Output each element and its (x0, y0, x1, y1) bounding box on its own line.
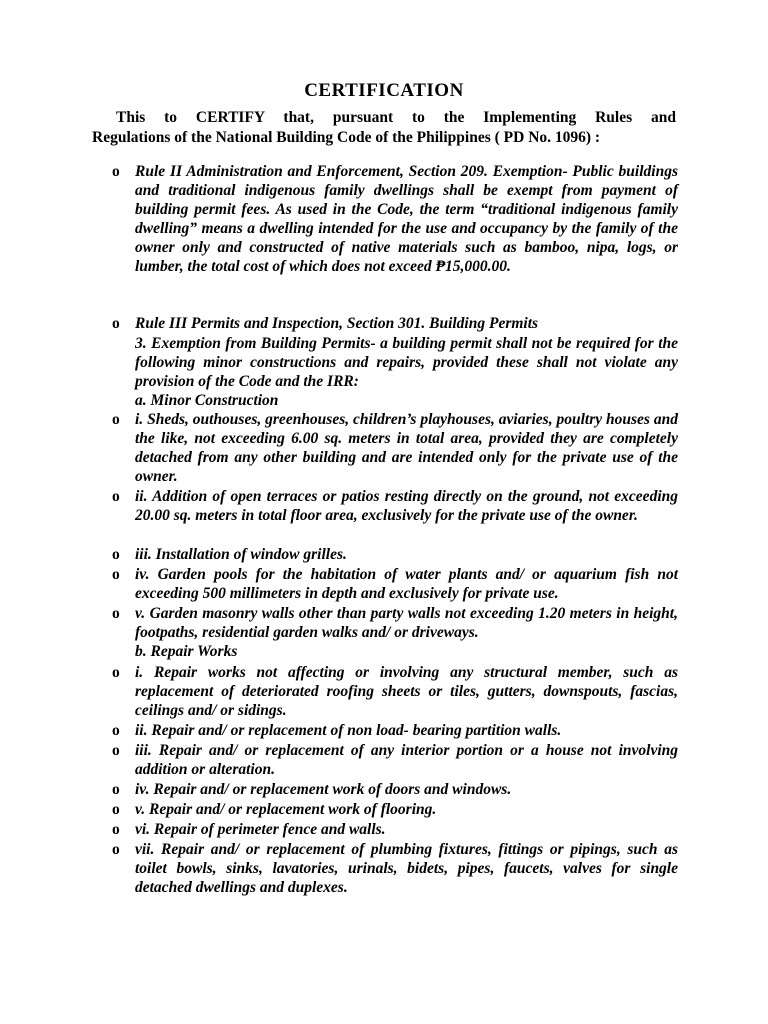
list-item-rule-3 (112, 314, 678, 333)
intro-paragraph (92, 108, 676, 148)
list-item-rule-2 (112, 162, 678, 276)
list-item-minor (112, 487, 678, 525)
minor-item-text: i. Sheds, outhouses, greenhouses, children’s playhouses, aviaries, poultry houses and the like, not exceeding 6.00 sq. meters in total area, provided they are completely detached from any other building and are intended only for the private use of the owner. (135, 411, 678, 485)
minor-item-text: v. Garden masonry walls other than party walls not exceeding 1.20 meters in height, footpaths, residential garden walks and/ or driveways. (135, 605, 678, 641)
minor-item-text: iii. Installation of window grilles. (135, 546, 347, 563)
bullet-icon: o (112, 841, 120, 858)
bullet-icon: o (112, 546, 120, 563)
list-item-minor (112, 545, 678, 564)
bullet-icon: o (112, 781, 120, 798)
rule-3-text: Rule III Permits and Inspection, Section 301. Building Permits (135, 315, 539, 332)
list-item-repair (112, 663, 678, 720)
list-item-repair (112, 840, 678, 897)
repair-item-text: v. Repair and/ or replacement work of flooring. (135, 801, 437, 818)
exemption-text: 3. Exemption from Building Permits- a building permit shall not be required for the following minor constructions and repairs, provided these shall not violate any provision of the Code and the IRR: (135, 335, 678, 390)
repair-item-text: ii. Repair and/ or replacement of non load- bearing partition walls. (135, 722, 562, 739)
intro-line-2: Regulations of the National Building Code of the Philippines ( PD No. 1096) : (92, 129, 601, 146)
page-title: CERTIFICATION (304, 80, 464, 101)
bullet-icon: o (112, 664, 120, 681)
intro-line-1: This to CERTIFY that, pursuant to the Implementing Rules and (116, 109, 676, 126)
bullet-icon: o (112, 163, 120, 180)
list-item-minor (112, 565, 678, 603)
bullet-icon: o (112, 801, 120, 818)
repair-item-text: iv. Repair and/ or replacement work of doors and windows. (135, 781, 512, 798)
list-item-repair (112, 721, 678, 740)
minor-item-text: iv. Garden pools for the habitation of water plants and/ or aquarium fish not exceeding 500 millimeters in depth and exclusively for private use. (135, 566, 678, 602)
bullet-icon: o (112, 722, 120, 739)
bullet-icon: o (112, 315, 120, 332)
bullet-icon: o (112, 488, 120, 505)
list-item-minor (112, 604, 678, 642)
list-item-repair (112, 780, 678, 799)
repair-item-text: iii. Repair and/ or replacement of any interior portion or a house not involving addition or alteration. (135, 742, 678, 778)
minor-construction-heading: a. Minor Construction (135, 392, 279, 409)
repair-works-heading: b. Repair Works (135, 643, 238, 660)
list-item-repair (112, 820, 678, 839)
bullet-icon: o (112, 821, 120, 838)
repair-item-text: vii. Repair and/ or replacement of plumbing fixtures, fittings or pipings, such as toilet bowls, sinks, lavatories, urinals, bidets, pipes, faucets, valves for single detached dwellings and duplexes. (135, 841, 678, 896)
bullet-icon: o (112, 742, 120, 759)
list-item-repair (112, 741, 678, 779)
repair-item-text: i. Repair works not affecting or involving any structural member, such as replacement of deteriorated roofing sheets or tiles, gutters, downspouts, fascias, ceilings and/ or sidings. (135, 664, 678, 719)
rule-2-text: Rule II Administration and Enforcement, Section 209. Exemption- Public buildings and traditional indigenous family dwellings shall be exempt from payment of building permit fees. As used in the Code, the term “traditional indigenous family dwelling” means a dwelling intended for the use and occupancy by the family of the owner only and constructed of native materials such as bamboo, nipa, logs, or lumber, the total cost of which does not exceed ₱15,000.00. (135, 163, 678, 275)
list-item-minor (112, 410, 678, 486)
bullet-icon: o (112, 605, 120, 622)
repair-item-text: vi. Repair of perimeter fence and walls. (135, 821, 386, 838)
minor-item-text: ii. Addition of open terraces or patios resting directly on the ground, not exceeding 20.00 sq. meters in total floor area, exclusively for the private use of the owner. (135, 488, 678, 524)
list-item-repair (112, 800, 678, 819)
bullet-icon: o (112, 411, 120, 428)
bullet-icon: o (112, 566, 120, 583)
